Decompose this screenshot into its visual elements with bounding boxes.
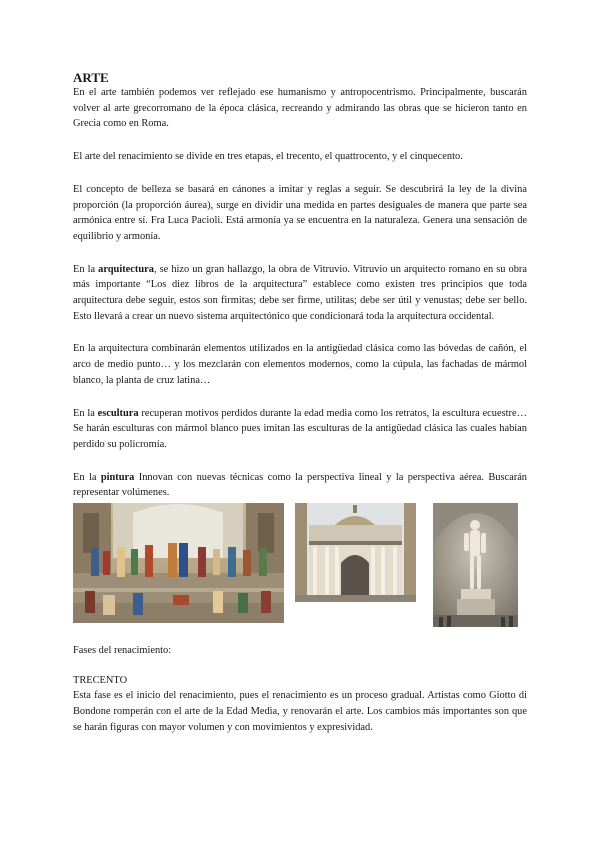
term-arquitectura: arquitectura (98, 263, 154, 275)
paragraph-architecture: En la arquitectura, se hizo un gran hallazgo, la obra de Vitruvio. Vitruvio un arquitecto romano en su obra más importante “Los diez libros de la arquitectura” establece como existen tres principios que toda arquitectura debe seguir, estos son firmitas; debe ser firme, utilitas; debe ser útil y venustas; debe ser bello. Esto llevará a crear un nuevo sistema arquitectónico que condicionará toda la arquitectura occidental. (73, 263, 527, 322)
statue-image (433, 503, 518, 627)
paragraph-stages: El arte del renacimiento se divide en tres etapas, el trecento, el quattrocento, y el cinquecento. (73, 151, 463, 163)
paragraph-painting: En la pintura Innovan con nuevas técnicas como la perspectiva lineal y la perspectiva aérea. Buscarán representar volúmenes. (73, 471, 527, 499)
image-row (73, 503, 527, 633)
paragraph-trecento: Esta fase es el inicio del renacimiento, pues el renacimiento es un proceso gradual. Artistas como Giotto di Bondone romperán con el arte de la Edad Media, y renovarán el arte. Los cambios más importantes son que se harán figuras con mayor volumen y con movimientos y expresividad. (73, 690, 527, 733)
section-title: ARTE (73, 70, 109, 85)
term-escultura: escultura (97, 407, 139, 419)
term-pintura: pintura (100, 471, 135, 483)
chapel-image (295, 503, 416, 602)
document-page (73, 70, 527, 736)
paragraph-beauty: El concepto de belleza se basará en cánones a imitar y reglas a seguir. Se descubrirá la ley de la divina proporción (la proporción áurea), surge en dividir una medida en partes desiguales de manera que parte sea armónica entre sí. Fra Luca Pacioli. Está armonía ya se encuentra en la naturaleza. Genera una sensación de equilibrio y armonía. (73, 183, 527, 242)
paragraph-sculpture: En la escultura recuperan motivos perdidos durante la edad media como los retratos, la escultura ecuestre… Se harán esculturas con mármol blanco pues imitan las esculturas de la antigüedad clásica las cuales habían perdido su policromía. (73, 407, 527, 450)
paragraph-phases: Fases del renacimiento: (73, 645, 172, 657)
subheading-trecento: TRECENTO (73, 674, 128, 686)
fresco-image (73, 503, 284, 623)
paragraph-arch-elements: En la arquitectura combinarán elementos utilizados en la antigüedad clásica como las bóvedas de cañón, el arco de medio punto… y los mezclarán con elementos modernos, como la cúpula, las fachadas de mármol blanco, la planta de cruz latina… (73, 343, 527, 386)
paragraph-intro: En el arte también podemos ver reflejado ese humanismo y antropocentrismo. Principalmente, buscarán volver al arte grecorromano de la época clásica, recreando y admirando las obras que se hicieron tanto en Grecia como en Roma. (73, 87, 527, 130)
